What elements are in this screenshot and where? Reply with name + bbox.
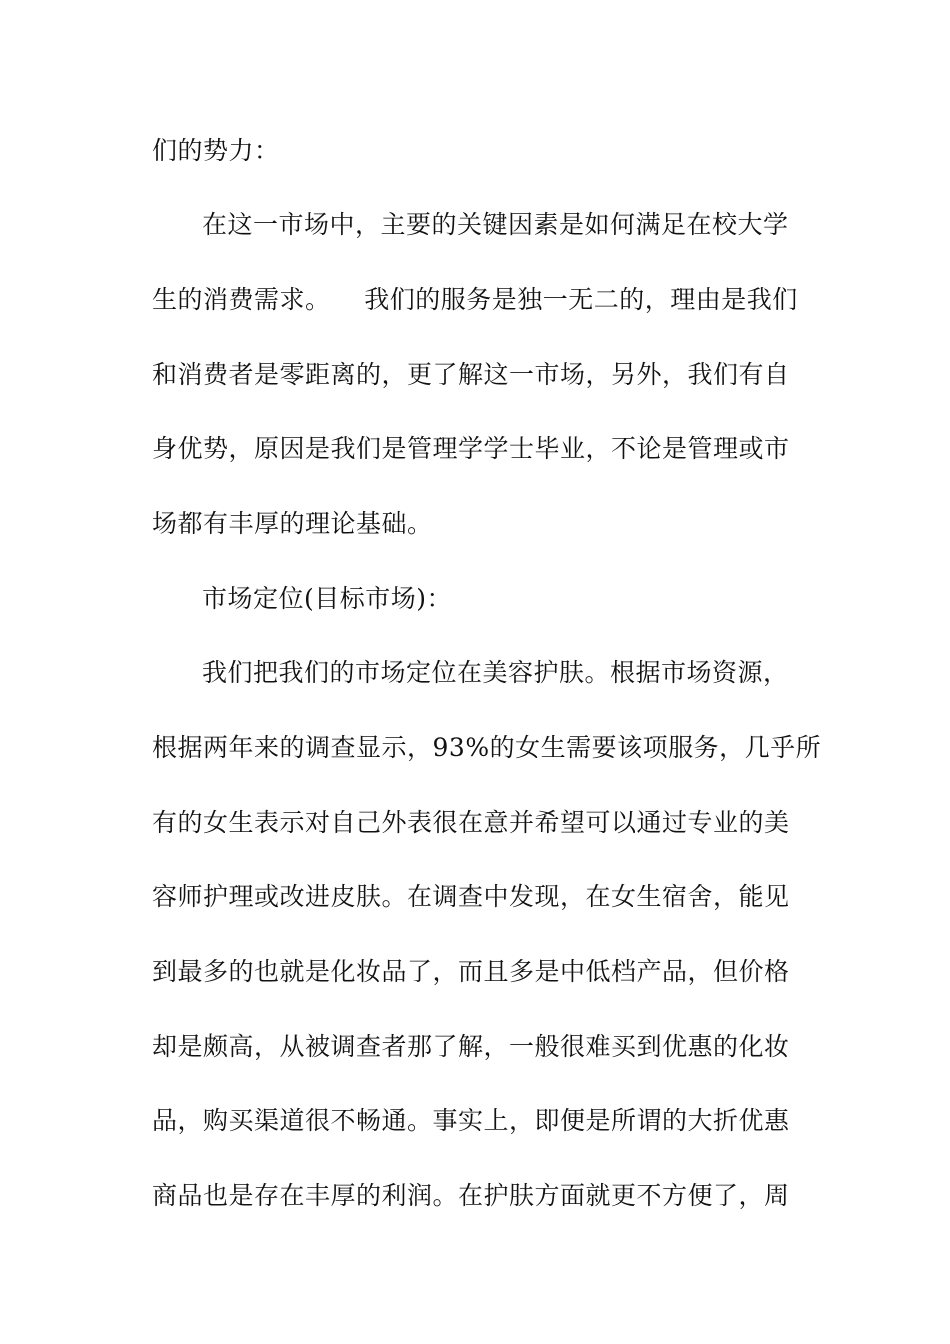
text-line: 们的势力：	[152, 136, 280, 165]
text-line: 却是颇高，从被调查者那了解，一般很难买到优惠的化妆	[152, 1032, 790, 1061]
text-line: 场都有丰厚的理论基础。	[152, 509, 433, 538]
text-line: 生的消费需求。 我们的服务是独一无二的，理由是我们	[152, 285, 798, 314]
text-line: 身优势，原因是我们是管理学学士毕业，不论是管理或市	[152, 434, 790, 463]
text-line: 有的女生表示对自己外表很在意并希望可以通过专业的美	[152, 808, 790, 837]
text-line: 品，购买渠道很不畅通。事实上，即便是所谓的大折优惠	[152, 1106, 790, 1135]
text-line: 商品也是存在丰厚的利润。在护肤方面就更不方便了，周	[152, 1181, 790, 1210]
text-line: 在这一市场中，主要的关键因素是如何满足在校大学	[202, 210, 789, 239]
text-line: 到最多的也就是化妆品了，而且多是中低档产品，但价格	[152, 957, 790, 986]
section-heading: 市场定位(目标市场)：	[202, 584, 453, 613]
text-line: 容师护理或改进皮肤。在调查中发现，在女生宿舍，能见	[152, 882, 790, 911]
text-line: 和消费者是零距离的，更了解这一市场，另外，我们有自	[152, 360, 790, 389]
text-line: 我们把我们的市场定位在美容护肤。根据市场资源，	[202, 658, 789, 687]
text-line: 根据两年来的调查显示，93%的女生需要该项服务，几乎所	[152, 733, 822, 762]
